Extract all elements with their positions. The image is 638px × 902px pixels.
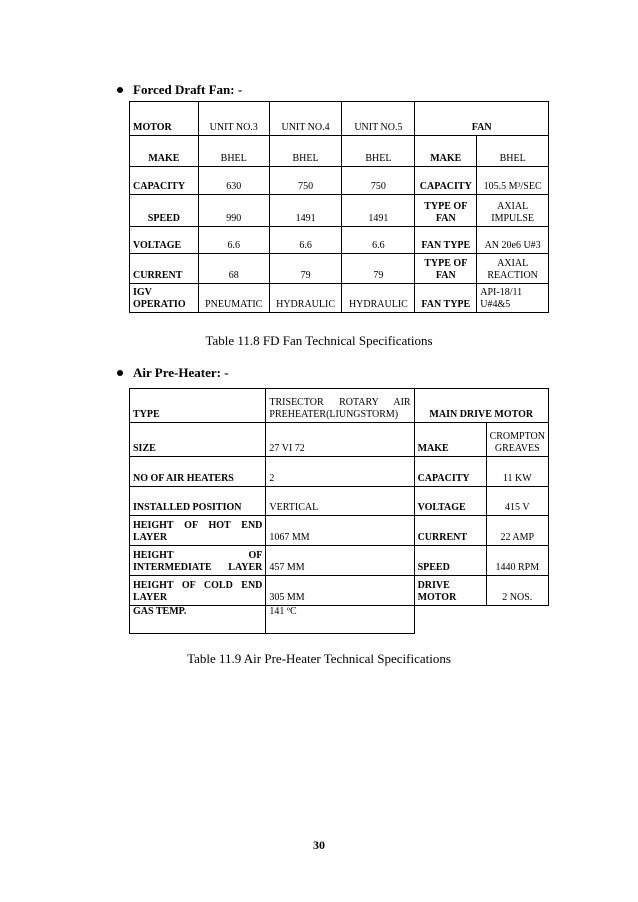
cell-unit4: 1491 xyxy=(269,195,342,227)
section-heading-forced-draft-fan xyxy=(117,82,242,98)
row-label: CURRENT xyxy=(130,254,199,284)
header-unit5: UNIT NO.5 xyxy=(342,102,415,136)
row-label: GAS TEMP. xyxy=(130,606,266,634)
fan-label: FAN TYPE xyxy=(415,284,477,313)
cell-unit4: HYDRAULIC xyxy=(269,284,342,313)
motor-value: 2 NOS. xyxy=(486,576,548,606)
cell-unit3: 990 xyxy=(198,195,269,227)
cell-unit5: HYDRAULIC xyxy=(342,284,415,313)
row-label: HEIGHT OF HOT END LAYER xyxy=(130,516,266,546)
fan-value: AXIAL REACTION xyxy=(477,254,549,284)
motor-label: MAKE xyxy=(414,423,486,457)
table-row xyxy=(130,254,549,284)
bullet-icon xyxy=(117,370,123,376)
header-motor: MOTOR xyxy=(130,102,199,136)
row-label: SPEED xyxy=(130,195,199,227)
row-value: 305 MM xyxy=(266,576,414,606)
fan-label: TYPE OF FAN xyxy=(415,195,477,227)
table-row xyxy=(130,389,549,423)
cell-unit5: 750 xyxy=(342,167,415,195)
cell-unit4: 750 xyxy=(269,167,342,195)
cell-unit4: 6.6 xyxy=(269,227,342,254)
motor-value: CROMPTON GREAVES xyxy=(486,423,548,457)
table-row xyxy=(130,227,549,254)
air-pre-heater-table xyxy=(129,388,549,634)
type-value: TRISECTOR ROTARY AIR PREHEATER(LIUNGSTORM) xyxy=(266,389,414,423)
fan-label: FAN TYPE xyxy=(415,227,477,254)
table-row xyxy=(130,136,549,167)
row-label: IGV OPERATIO xyxy=(130,284,199,313)
fan-label: CAPACITY xyxy=(415,167,477,195)
cell-unit3: PNEUMATIC xyxy=(198,284,269,313)
cell-unit5: 79 xyxy=(342,254,415,284)
cell-unit4: 79 xyxy=(269,254,342,284)
row-value: 141 ºC xyxy=(266,606,414,634)
table-row xyxy=(130,606,549,634)
section-heading-air-pre-heater xyxy=(117,365,229,381)
cell-unit4: BHEL xyxy=(269,136,342,167)
cell-unit3: 68 xyxy=(198,254,269,284)
row-label: HEIGHT OF INTERMEDIATE LAYER xyxy=(130,546,266,576)
fan-value: AXIAL IMPULSE xyxy=(477,195,549,227)
table-row xyxy=(130,167,549,195)
table-row xyxy=(130,516,549,546)
row-value: 27 VI 72 xyxy=(266,423,414,457)
motor-value: 11 KW xyxy=(486,457,548,487)
heading-text: Air Pre-Heater: - xyxy=(133,365,229,380)
motor-value: 415 V xyxy=(486,487,548,516)
header-fan: FAN xyxy=(415,102,549,136)
row-label: MAKE xyxy=(130,136,199,167)
row-label: SIZE xyxy=(130,423,266,457)
fd-fan-table xyxy=(129,101,549,313)
cell-unit3: 6.6 xyxy=(198,227,269,254)
row-label: TYPE xyxy=(130,389,266,423)
cell-unit3: 630 xyxy=(198,167,269,195)
row-value: 457 MM xyxy=(266,546,414,576)
page-number: 30 xyxy=(313,838,325,852)
fan-value: 105.5 M³/SEC xyxy=(477,167,549,195)
main-drive-motor-header: MAIN DRIVE MOTOR xyxy=(414,389,548,423)
motor-label: CAPACITY xyxy=(414,457,486,487)
cell-unit5: 6.6 xyxy=(342,227,415,254)
header-unit4: UNIT NO.4 xyxy=(269,102,342,136)
heading-text: Forced Draft Fan: - xyxy=(133,82,243,97)
table-row xyxy=(130,546,549,576)
table-row xyxy=(130,487,549,516)
fan-label: MAKE xyxy=(415,136,477,167)
fan-label: TYPE OF FAN xyxy=(415,254,477,284)
row-label: NO OF AIR HEATERS xyxy=(130,457,266,487)
row-value: 2 xyxy=(266,457,414,487)
row-label: HEIGHT OF COLD END LAYER xyxy=(130,576,266,606)
row-value: VERTICAL xyxy=(266,487,414,516)
row-label: VOLTAGE xyxy=(130,227,199,254)
fan-value: API-18/11 U#4&5 xyxy=(477,284,549,313)
table-row xyxy=(130,423,549,457)
header-unit3: UNIT NO.3 xyxy=(198,102,269,136)
motor-label: CURRENT xyxy=(414,516,486,546)
table-row xyxy=(130,102,549,136)
motor-label: DRIVE MOTOR xyxy=(414,576,486,606)
row-label: INSTALLED POSITION xyxy=(130,487,266,516)
table-row xyxy=(130,195,549,227)
row-value: 1067 MM xyxy=(266,516,414,546)
cell-unit5: BHEL xyxy=(342,136,415,167)
row-label: CAPACITY xyxy=(130,167,199,195)
table-caption-air-pre-heater: Table 11.9 Air Pre-Heater Technical Specifications xyxy=(187,651,451,666)
table-caption-fd-fan: Table 11.8 FD Fan Technical Specifications xyxy=(205,333,433,348)
cell-unit5: 1491 xyxy=(342,195,415,227)
table-row xyxy=(130,576,549,606)
fan-value: AN 20e6 U#3 xyxy=(477,227,549,254)
table-row xyxy=(130,457,549,487)
empty-cell xyxy=(414,606,548,634)
table-row xyxy=(130,284,549,313)
bullet-icon xyxy=(117,87,123,93)
motor-value: 1440 RPM xyxy=(486,546,548,576)
motor-label: VOLTAGE xyxy=(414,487,486,516)
cell-unit3: BHEL xyxy=(198,136,269,167)
fan-value: BHEL xyxy=(477,136,549,167)
motor-label: SPEED xyxy=(414,546,486,576)
motor-value: 22 AMP xyxy=(486,516,548,546)
